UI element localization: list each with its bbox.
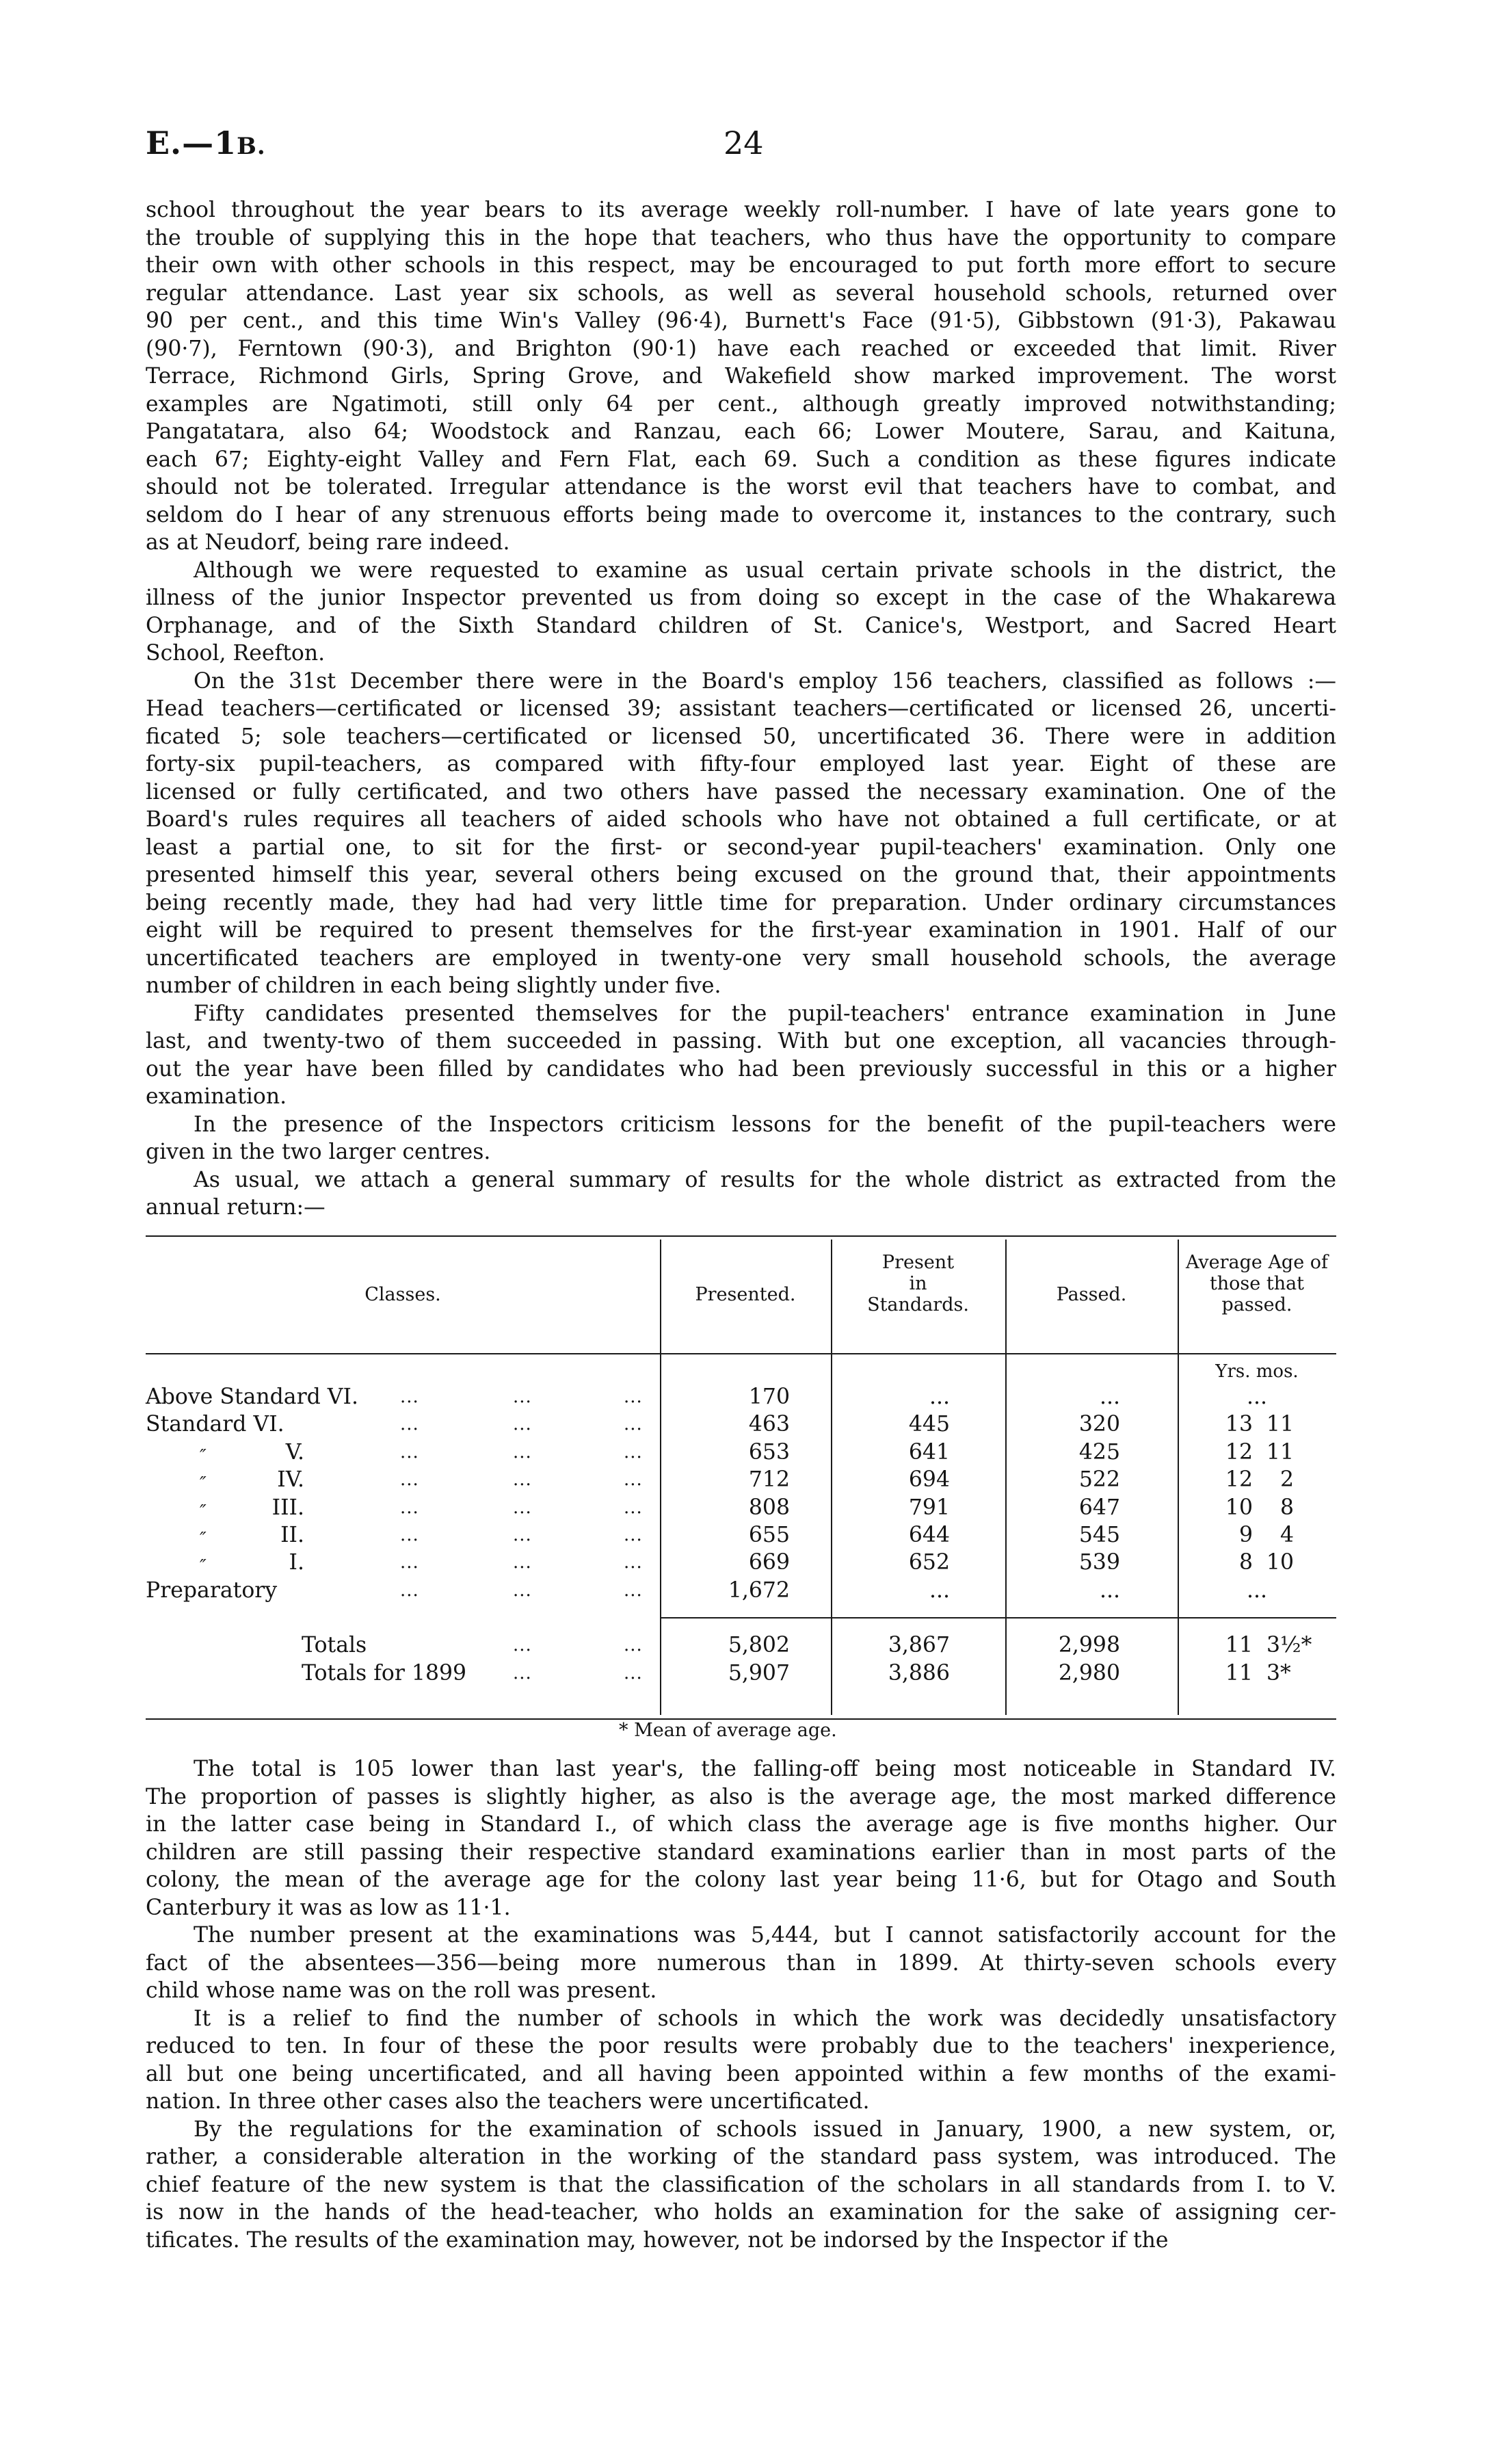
cell-passed: 647 — [1078, 1495, 1120, 1520]
leader-dots: ... — [624, 1469, 643, 1490]
cell-presented: 5,802 — [728, 1633, 790, 1657]
text-line: The proportion of passes is slightly higher, as also is the average age, the most marked difference — [146, 1785, 1336, 1809]
cell-age-months: 4 — [1279, 1523, 1294, 1547]
text-line: the trouble of supplying this in the hope that teachers, who thus have the opportunity to compare — [146, 226, 1336, 250]
cell-age-years: 12 — [1225, 1440, 1253, 1465]
cell-age: ... — [1246, 1385, 1268, 1409]
leader-dots: ... — [513, 1442, 532, 1463]
text-line: least a partial one, to sit for the first- or second-year pupil-teachers' examination. Only one — [146, 835, 1336, 860]
leader-dots: ... — [624, 1580, 643, 1601]
text-line: As usual, we attach a general summary of results for the whole district as extracted from the — [194, 1168, 1336, 1192]
cell-passed: ... — [1099, 1385, 1120, 1409]
cell-presented: 712 — [748, 1467, 790, 1492]
row-label: II. — [280, 1523, 304, 1547]
ditto-mark: ″ — [200, 1502, 207, 1522]
text-line: child whose name was on the roll was present. — [146, 1978, 657, 2003]
leader-dots: ... — [513, 1469, 532, 1490]
text-line: seldom do I hear of any strenuous efforts being made to overcome it, instances to the contrary, such — [146, 503, 1336, 527]
cell-passed: 2,980 — [1058, 1661, 1120, 1686]
page-number: 24 — [724, 124, 764, 161]
cell-age-months: 3* — [1266, 1661, 1291, 1686]
text-line: It is a relief to find the number of schools in which the work was decidedly unsatisfactory — [194, 2006, 1336, 2031]
text-line: licensed or fully certificated, and two others have passed the necessary examination. One of the — [146, 780, 1336, 804]
leader-dots: ... — [400, 1525, 419, 1545]
cell-age-years: 13 — [1225, 1412, 1253, 1437]
leader-dots: ... — [513, 1580, 532, 1601]
text-line: school throughout the year bears to its average weekly roll-number. I have of late years gone to — [146, 198, 1336, 222]
text-line: each 67; Eighty-eight Valley and Fern Flat, each 69. Such a condition as these figures indicate — [146, 447, 1336, 472]
text-line: regular attendance. Last year six schools, as well as several household schools, returned over — [146, 281, 1336, 306]
cell-present-in-standards: 3,886 — [888, 1661, 950, 1686]
text-line: uncertificated teachers are employed in twenty-one very small household schools, the average — [146, 946, 1336, 971]
row-label: I. — [289, 1550, 304, 1575]
leader-dots: ... — [513, 1552, 532, 1573]
leader-dots: ... — [624, 1497, 643, 1518]
text-line: Pangatatara, also 64; Woodstock and Ranzau, each 66; Lower Moutere, Sarau, and Kaituna, — [146, 419, 1336, 444]
leader-dots: ... — [624, 1552, 643, 1573]
totals-label: Totals — [302, 1633, 367, 1657]
text-line: Canterbury it was as low as 11·1. — [146, 1896, 511, 1920]
text-line: being recently made, they had had very little time for preparation. Under ordinary circumstances — [146, 891, 1336, 915]
row-label: Standard VI. — [146, 1412, 284, 1437]
row-label: V. — [285, 1440, 304, 1465]
header-text: Standards. — [867, 1294, 969, 1315]
text-line: fact of the absentees—356—being more numerous than in 1899. At thirty-seven schools every — [146, 1951, 1336, 1976]
totals-label: Totals for 1899 — [302, 1661, 467, 1686]
text-line: Board's rules requires all teachers of aided schools who have not obtained a full certificate, or at — [146, 807, 1336, 832]
row-label: Above Standard VI. — [146, 1385, 359, 1409]
text-line: School, Reefton. — [146, 641, 326, 666]
cell-passed: 2,998 — [1058, 1633, 1120, 1657]
cell-presented: 1,672 — [728, 1578, 790, 1603]
cell-presented: 653 — [748, 1440, 790, 1465]
leader-dots: ... — [624, 1525, 643, 1545]
cell-present-in-standards: 791 — [908, 1495, 950, 1520]
cell-presented: 655 — [748, 1523, 790, 1547]
text-line: annual return:— — [146, 1195, 326, 1220]
header-text: Present — [881, 1252, 955, 1273]
header-presented: Presented. — [695, 1284, 796, 1305]
leader-dots: ... — [513, 1387, 532, 1407]
cell-present-in-standards: 652 — [908, 1550, 950, 1575]
cell-passed: 425 — [1078, 1440, 1120, 1465]
leader-dots: ... — [400, 1469, 419, 1490]
leader-dots: ... — [400, 1552, 419, 1573]
cell-age: ... — [1246, 1578, 1268, 1603]
text-line: Orphanage, and of the Sixth Standard children of St. Canice's, Westport, and Sacred Heart — [146, 614, 1336, 638]
cell-present-in-standards: 644 — [908, 1523, 950, 1547]
cell-present-in-standards: 694 — [908, 1467, 950, 1492]
header-text: Average Age of — [1185, 1252, 1329, 1273]
cell-presented: 808 — [748, 1495, 790, 1520]
leader-dots: ... — [513, 1663, 532, 1683]
cell-present-in-standards: ... — [929, 1578, 950, 1603]
header-average-age — [1178, 1252, 1336, 1315]
cell-age-months: 11 — [1266, 1440, 1294, 1465]
text-line: in the latter case being in Standard I., of which class the average age is five months higher. Our — [146, 1812, 1336, 1837]
header-text: those that — [1209, 1273, 1305, 1294]
row-label: III. — [271, 1495, 304, 1520]
units-label: Yrs. mos. — [1215, 1361, 1299, 1382]
text-line: as at Neudorf, being rare indeed. — [146, 530, 510, 555]
text-line: Although we were requested to examine as usual certain private schools in the district, the — [194, 558, 1336, 583]
leader-dots: ... — [400, 1497, 419, 1518]
text-line: 90 per cent., and this time Win's Valley (96·4), Burnett's Face (91·5), Gibbstown (91·3), Pakawau — [146, 309, 1336, 333]
text-line: given in the two larger centres. — [146, 1140, 491, 1164]
text-line: ficated 5; sole teachers—certificated or licensed 50, uncertificated 36. There were in addition — [146, 724, 1336, 749]
header-present-in-standards — [831, 1252, 1005, 1315]
leader-dots: ... — [513, 1635, 532, 1655]
cell-age-months: 8 — [1279, 1495, 1294, 1520]
leader-dots: ... — [624, 1387, 643, 1407]
text-line: their own with other schools in this respect, may be encouraged to put forth more effort to secure — [146, 253, 1336, 278]
table-subtotal-rule — [660, 1617, 1336, 1618]
text-line: rather, a considerable alteration in the working of the standard pass system, was introduced. The — [146, 2145, 1336, 2169]
ditto-mark: ″ — [200, 1529, 207, 1549]
reference-code: E.—1 — [146, 124, 237, 161]
document-reference — [146, 126, 266, 163]
cell-present-in-standards: 445 — [908, 1412, 950, 1437]
text-line: examination. — [146, 1084, 287, 1109]
table-top-rule — [146, 1235, 1336, 1237]
text-line: eight will be required to present themselves for the first-year examination in 1901. Half of our — [146, 918, 1336, 943]
cell-age-years: 12 — [1225, 1467, 1253, 1492]
text-line: In the presence of the Inspectors criticism lessons for the benefit of the pupil-teachers were — [194, 1112, 1336, 1137]
text-line: illness of the junior Inspector prevented us from doing so except in the case of the Whakarewa — [146, 586, 1336, 610]
leader-dots: ... — [513, 1414, 532, 1434]
cell-passed: 545 — [1078, 1523, 1120, 1547]
cell-age-months: 11 — [1266, 1412, 1294, 1437]
text-line: On the 31st December there were in the Board's employ 156 teachers, classified as follows :— — [194, 669, 1336, 694]
text-line: The number present at the examinations was 5,444, but I cannot satisfactorily account for the — [194, 1923, 1336, 1948]
ditto-mark: ″ — [200, 1556, 207, 1577]
table-footnote: * Mean of average age. — [619, 1720, 837, 1741]
cell-presented: 463 — [748, 1412, 790, 1437]
text-line: chief feature of the new system is that the classification of the scholars in all standards from I. to V. — [146, 2173, 1336, 2197]
cell-passed: 522 — [1078, 1467, 1120, 1492]
text-line: last, and twenty-two of them succeeded in passing. With but one exception, all vacancies through- — [146, 1029, 1336, 1053]
ditto-mark: ″ — [200, 1446, 207, 1467]
text-line: reduced to ten. In four of these the poor results were probably due to the teachers' inexperience, — [146, 2034, 1336, 2058]
leader-dots: ... — [400, 1414, 419, 1434]
header-classes: Classes. — [364, 1284, 441, 1305]
cell-age-years: 8 — [1238, 1550, 1253, 1575]
leader-dots: ... — [624, 1414, 643, 1434]
leader-dots: ... — [513, 1497, 532, 1518]
leader-dots: ... — [513, 1525, 532, 1545]
text-line: (90·7), Ferntown (90·3), and Brighton (90·1) have each reached or exceeded that limit. River — [146, 337, 1336, 361]
text-line: colony, the mean of the average age for the colony last year being 11·6, but for Otago and South — [146, 1867, 1336, 1892]
text-line: Head teachers—certificated or licensed 39; assistant teachers—certificated or licensed 26, uncerti- — [146, 696, 1336, 721]
header-text: passed. — [1221, 1294, 1292, 1315]
text-line: tificates. The results of the examination may, however, not be indorsed by the Inspector if the — [146, 2228, 1169, 2253]
cell-passed: ... — [1099, 1578, 1120, 1603]
cell-passed: 320 — [1078, 1412, 1120, 1437]
cell-age-months: 10 — [1266, 1550, 1294, 1575]
leader-dots: ... — [400, 1580, 419, 1601]
cell-age-months: 2 — [1279, 1467, 1294, 1492]
cell-age-years: 11 — [1225, 1633, 1253, 1657]
text-line: Fifty candidates presented themselves for the pupil-teachers' entrance examination in June — [194, 1001, 1336, 1026]
text-line: number of children in each being slightly under five. — [146, 973, 721, 998]
text-line: children are still passing their respective standard examinations earlier than in most parts of the — [146, 1840, 1336, 1865]
cell-passed: 539 — [1078, 1550, 1120, 1575]
header-passed: Passed. — [1056, 1284, 1127, 1305]
leader-dots: ... — [624, 1442, 643, 1463]
cell-age-years: 11 — [1225, 1661, 1253, 1686]
cell-present-in-standards: 641 — [908, 1440, 950, 1465]
text-line: nation. In three other cases also the teachers were uncertificated. — [146, 2089, 870, 2114]
leader-dots: ... — [400, 1387, 419, 1407]
text-line: The total is 105 lower than last year's, the falling-off being most noticeable in Standard IV. — [194, 1757, 1336, 1781]
row-label: IV. — [277, 1467, 304, 1492]
cell-presented: 669 — [748, 1550, 790, 1575]
leader-dots: ... — [624, 1663, 643, 1683]
cell-presented: 5,907 — [728, 1661, 790, 1686]
text-line: presented himself this year, several others being excused on the ground that, their appointments — [146, 863, 1336, 887]
leader-dots: ... — [400, 1442, 419, 1463]
ditto-mark: ″ — [200, 1473, 207, 1494]
text-line: should not be tolerated. Irregular attendance is the worst evil that teachers have to combat, and — [146, 475, 1336, 499]
text-line: forty-six pupil-teachers, as compared with fifty-four employed last year. Eight of these are — [146, 752, 1336, 776]
leader-dots: ... — [624, 1635, 643, 1655]
cell-age-months: 3½* — [1266, 1633, 1312, 1657]
text-line: is now in the hands of the head-teacher, who holds an examination for the sake of assigning cer- — [146, 2200, 1336, 2225]
cell-present-in-standards: ... — [929, 1385, 950, 1409]
reference-suffix: B. — [237, 133, 266, 160]
cell-presented: 170 — [748, 1385, 790, 1409]
text-line: By the regulations for the examination of schools issued in January, 1900, a new system, or, — [194, 2117, 1336, 2142]
row-label: Preparatory — [146, 1578, 278, 1603]
cell-age-years: 9 — [1238, 1523, 1253, 1547]
header-text: in — [909, 1273, 927, 1294]
text-line: out the year have been filled by candidates who had been previously successful in this or a higher — [146, 1057, 1336, 1082]
text-line: examples are Ngatimoti, still only 64 per cent., although greatly improved notwithstanding; — [146, 392, 1336, 417]
text-line: Terrace, Richmond Girls, Spring Grove, and Wakefield show marked improvement. The worst — [146, 364, 1336, 389]
cell-present-in-standards: 3,867 — [888, 1633, 950, 1657]
text-line: all but one being uncertificated, and all having been appointed within a few months of the exami- — [146, 2062, 1336, 2086]
table-header-rule — [146, 1353, 1336, 1354]
cell-age-years: 10 — [1225, 1495, 1253, 1520]
